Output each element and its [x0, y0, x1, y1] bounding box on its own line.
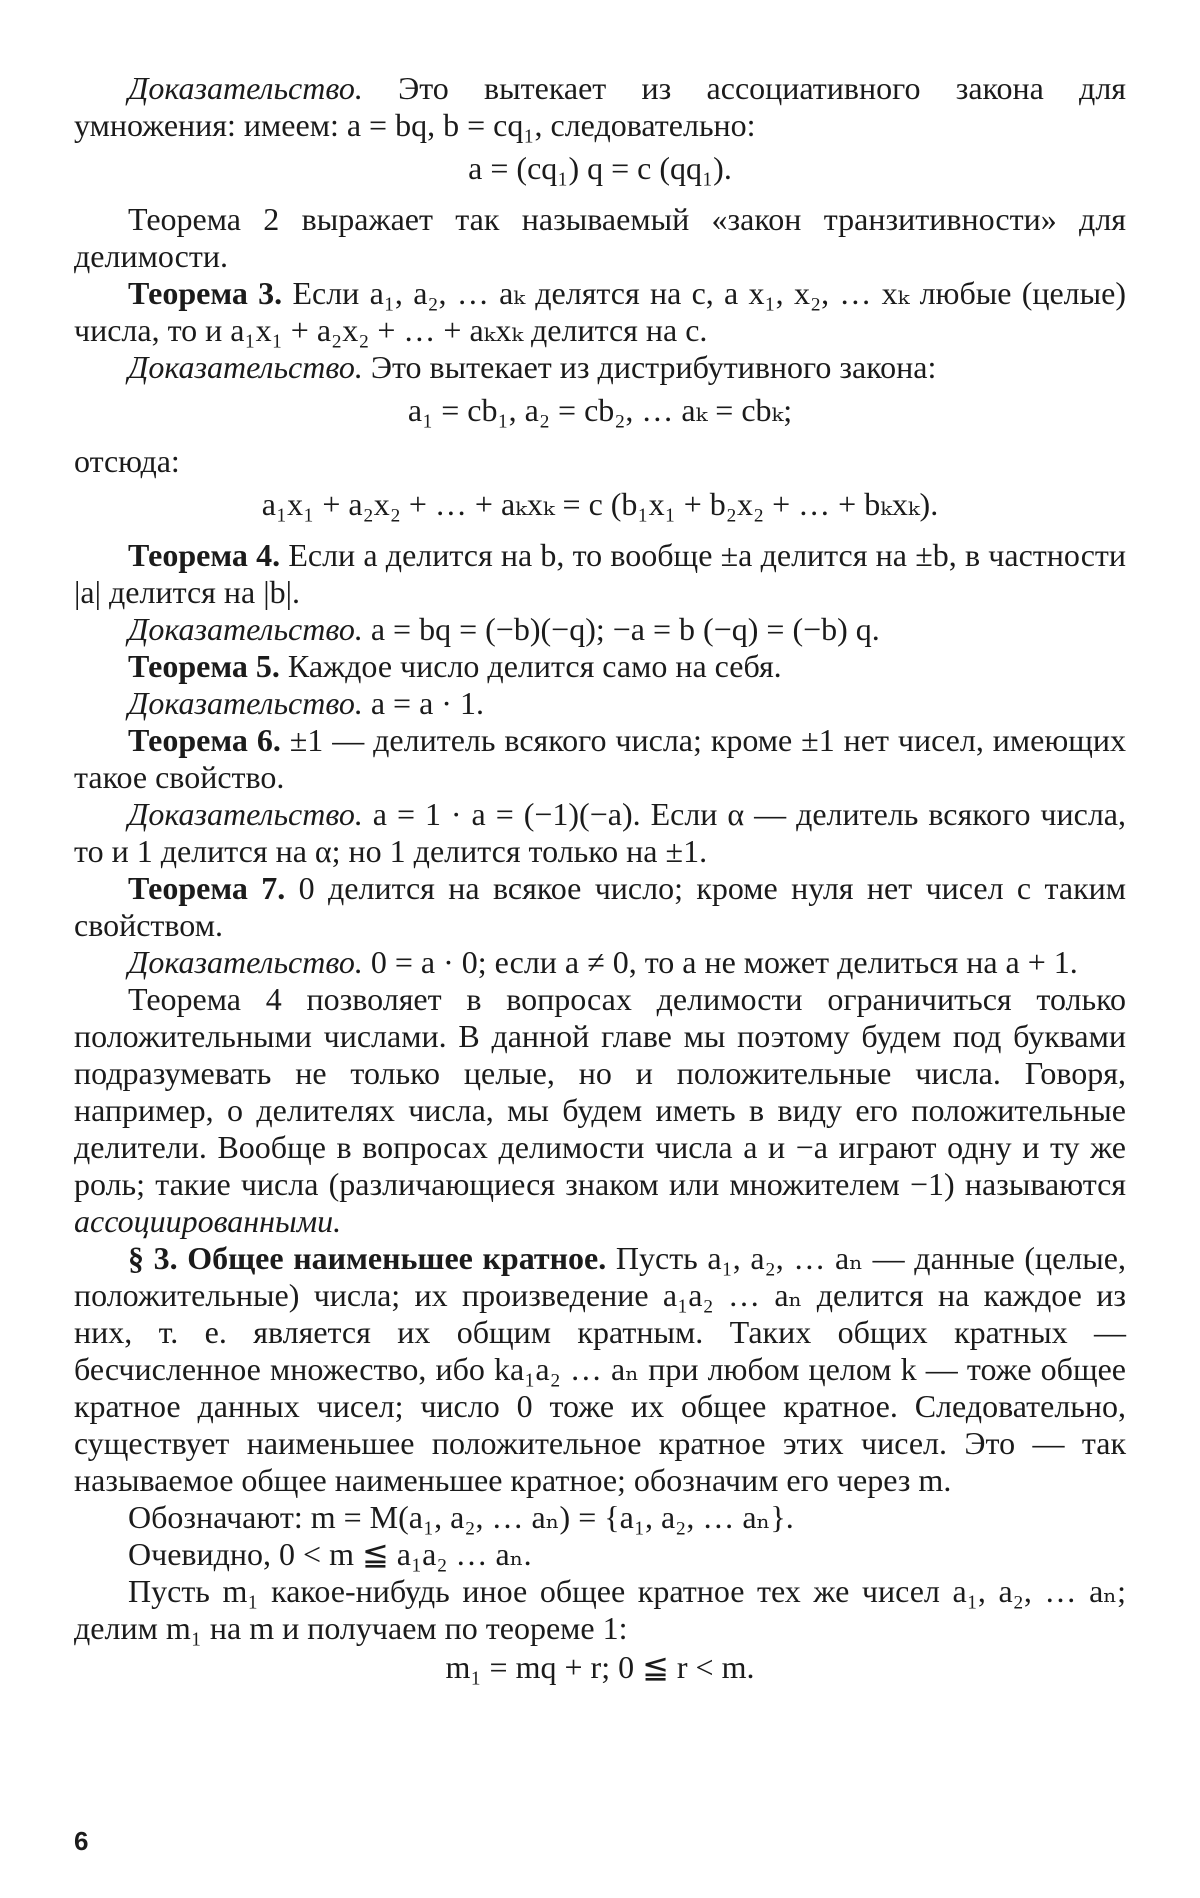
page-number: 6 — [74, 1826, 88, 1857]
formula-1: a = (cq₁) q = c (qq₁). — [74, 150, 1126, 187]
paragraph-text: ±1 — делитель всякого числа; кроме ±1 нет чисел, имеющих такое свойство. — [74, 722, 1126, 795]
proof-paragraph-3 — [74, 349, 1126, 386]
theorem-3 — [74, 275, 1126, 349]
theorem-6 — [74, 722, 1126, 796]
paragraph-other-multiple: Пусть m₁ какое-нибудь иное общее кратное тех же чисел a₁, a₂, … aₙ; делим m₁ на m и получаем по теореме 1: — [74, 1573, 1126, 1647]
theorem-lead: Теорема 3. — [128, 275, 282, 311]
section-heading: § 3. Общее наименьшее кратное. — [128, 1240, 606, 1276]
paragraph-text: Это вытекает из ассоциативного закона для умножения: имеем: a = bq, b = cq₁, следовательно: — [74, 70, 1126, 143]
theorem-lead: Теорема 5. — [128, 648, 280, 684]
proof-lead: Доказательство. — [128, 70, 363, 106]
paragraph-text: 0 = a · 0; если a ≠ 0, то a не может делиться на a + 1. — [363, 944, 1078, 980]
theorem-lead: Теорема 4. — [128, 537, 280, 573]
paragraph-hence: отсюда: — [74, 443, 1126, 480]
section-3-lcm — [74, 1240, 1126, 1499]
theorem-lead: Теорема 7. — [128, 870, 285, 906]
formula-3: a₁x₁ + a₂x₂ + … + aₖxₖ = c (b₁x₁ + b₂x₂ + … + bₖxₖ). — [74, 486, 1126, 523]
formula-2: a₁ = cb₁, a₂ = cb₂, … aₖ = cbₖ; — [74, 392, 1126, 429]
paragraph-obviously: Очевидно, 0 < m ≦ a₁a₂ … aₙ. — [74, 1536, 1126, 1573]
proof-paragraph-4 — [74, 611, 1126, 648]
paragraph-text: a = a · 1. — [363, 685, 484, 721]
theorem-7 — [74, 870, 1126, 944]
proof-paragraph-5 — [74, 685, 1126, 722]
paragraph-text: Теорема 4 позволяет в вопросах делимости ограничиться только положительными числами. В данной главе мы поэтому будем под буквами подразумевать не только целые, но и положительные числа. Говоря, например, о делителях числа, мы будем иметь в виду его положительные делители. Вообще в вопросах делимости числа a и −a играют одну и ту же роль; такие числа (различающиеся знаком или множителем −1) называются — [74, 981, 1126, 1202]
paragraph-text: a = 1 · a = (−1)(−a). Если α — делитель всякого числа, то и 1 делится на α; но 1 делится только на ±1. — [74, 796, 1126, 869]
paragraph-text: Это вытекает из дистрибутивного закона: — [363, 349, 937, 385]
theorem-5 — [74, 648, 1126, 685]
theorem-4 — [74, 537, 1126, 611]
proof-paragraph-1 — [74, 70, 1126, 144]
formula-4: m₁ = mq + r; 0 ≦ r < m. — [74, 1649, 1126, 1686]
paragraph-positive-numbers — [74, 981, 1126, 1240]
paragraph-text: Если a делится на b, то вообще ±a делится на ±b, в частности |a| делится на |b|. — [74, 537, 1126, 610]
paragraph-text: Каждое число делится само на себя. — [280, 648, 782, 684]
paragraph-text: 0 делится на всякое число; кроме нуля нет чисел с таким свойством. — [74, 870, 1126, 943]
paragraph-theorem-2-note: Теорема 2 выражает так называемый «закон транзитивности» для делимости. — [74, 201, 1126, 275]
proof-lead: Доказательство. — [128, 796, 363, 832]
proof-paragraph-7 — [74, 944, 1126, 981]
theorem-lead: Теорема 6. — [128, 722, 281, 758]
paragraph-text: a = bq = (−b)(−q); −a = b (−q) = (−b) q. — [363, 611, 880, 647]
proof-paragraph-6 — [74, 796, 1126, 870]
proof-lead: Доказательство. — [128, 685, 363, 721]
italic-term: ассоциированными. — [74, 1203, 341, 1239]
proof-lead: Доказательство. — [128, 611, 363, 647]
proof-lead: Доказательство. — [128, 944, 363, 980]
page-body — [74, 70, 1126, 1692]
paragraph-notation: Обозначают: m = M(a₁, a₂, … aₙ) = {a₁, a₂, … aₙ}. — [74, 1499, 1126, 1536]
proof-lead: Доказательство. — [128, 349, 363, 385]
paragraph-text: Пусть a₁, a₂, … aₙ — данные (целые, положительные) числа; их произведение a₁a₂ … aₙ делится на каждое из них, т. е. является их общим кратным. Таких общих кратных — бесчисленное множество, ибо ka₁a₂ … aₙ при любом целом k — тоже общее кратное данных чисел; число 0 тоже их общее кратное. Следовательно, существует наименьшее положительное кратное этих чисел. Это — так называемое общее наименьшее кратное; обозначим его через m. — [74, 1240, 1126, 1498]
paragraph-text: Если a₁, a₂, … aₖ делятся на c, а x₁, x₂, … xₖ любые (целые) числа, то и a₁x₁ + a₂x₂ + … + aₖxₖ делится на c. — [74, 275, 1126, 348]
